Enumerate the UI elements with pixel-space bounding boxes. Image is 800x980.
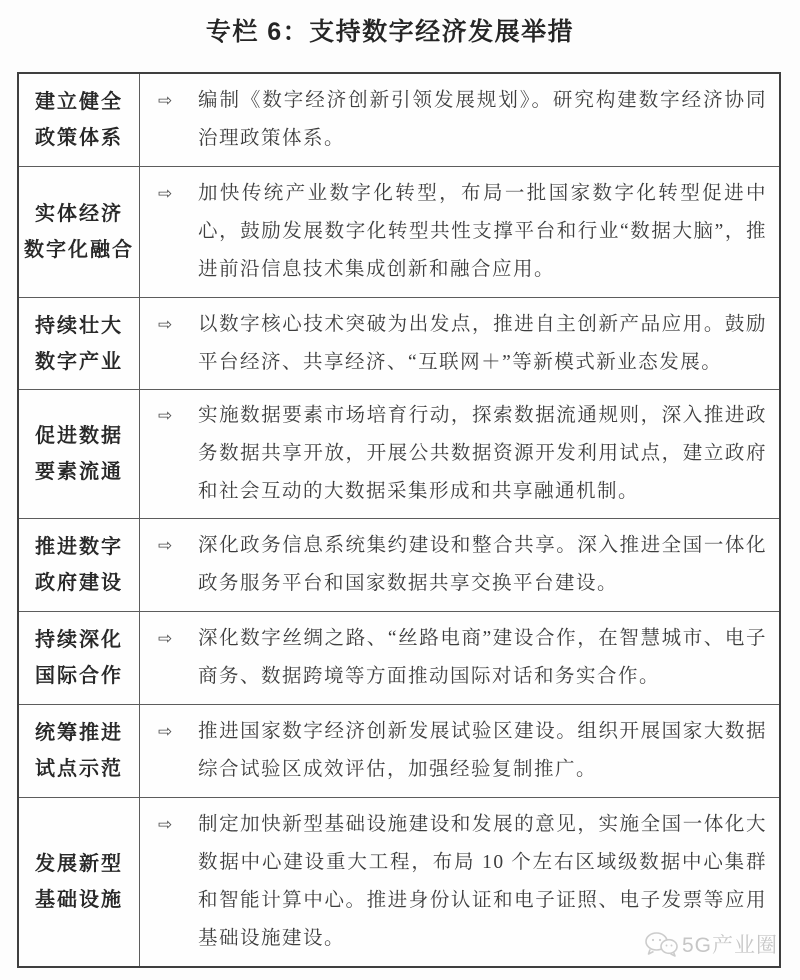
- measure-text: 以数字核心技术突破为出发点，推进自主创新产品应用。鼓励平台经济、共享经济、“互联网＋”等新模式新业态发展。: [198, 313, 767, 373]
- arrow-bullet-icon: ⇨: [158, 314, 173, 335]
- measure-text: 实施数据要素市场培育行动，探索数据流通规则，深入推进政务数据共享开放，开展公共数据资源开发利用试点，建立政府和社会互动的大数据采集形成和共享融通机制。: [198, 405, 767, 502]
- arrow-bullet-icon: ⇨: [158, 536, 173, 556]
- measure-text: 深化数字丝绸之路、“丝路电商”建设合作，在智慧城市、电子商务、数据跨境等方面推动国际对话和务实合作。: [198, 628, 767, 687]
- content-cell: [140, 390, 779, 518]
- category-cell: [19, 298, 140, 389]
- watermark: [644, 929, 778, 959]
- category-cell: [19, 705, 140, 797]
- arrow-bullet-icon: ⇨: [158, 629, 173, 649]
- arrow-bullet-icon: ⇨: [158, 406, 173, 426]
- category-label: 试点示范: [35, 758, 123, 780]
- measure-text: 制定加快新型基础设施建设和发展的意见，实施全国一体化大数据中心建设重大工程，布局 10 个左右区域级数据中心集群和智能计算中心。推进身份认证和电子证照、电子发票等应用基础设施建设。: [198, 814, 767, 949]
- category-label: 基础设施: [35, 889, 123, 911]
- category-label: 政府建设: [35, 572, 123, 594]
- table-row: [19, 704, 779, 797]
- category-label: 发展新型: [35, 853, 123, 875]
- category-cell: [19, 74, 140, 166]
- category-label: 国际合作: [35, 665, 123, 687]
- content-cell: [140, 519, 779, 611]
- measures-table: [17, 72, 781, 968]
- measure-text: 加快传统产业数字化转型，布局一批国家数字化转型促进中心，鼓励发展数字化转型共性支撑平台和行业“数据大脑”，推进前沿信息技术集成创新和融合应用。: [198, 183, 767, 280]
- arrow-bullet-icon: ⇨: [158, 815, 173, 835]
- category-cell: [19, 612, 140, 704]
- category-label: 实体经济: [35, 203, 123, 225]
- watermark-label: 5G产业圈: [681, 934, 778, 957]
- measure-text: 深化政务信息系统集约建设和整合共享。深入推进全国一体化政务服务平台和国家数据共享交换平台建设。: [198, 535, 767, 594]
- arrow-bullet-icon: ⇨: [158, 91, 173, 111]
- content-cell: [140, 298, 779, 389]
- content-cell: [140, 705, 779, 797]
- content-cell: [140, 74, 779, 166]
- category-label: 持续深化: [35, 629, 123, 651]
- content-cell: [140, 167, 779, 297]
- content-cell: [140, 612, 779, 704]
- category-label: 数字化融合: [24, 239, 134, 261]
- page-title: 专栏 6：支持数字经济发展举措: [205, 18, 575, 46]
- measure-text: 编制《数字经济创新引领发展规划》。研究构建数字经济协同治理政策体系。: [198, 90, 767, 149]
- category-label: 政策体系: [35, 127, 123, 149]
- category-cell: [19, 167, 140, 297]
- category-cell: [19, 798, 140, 966]
- measure-text: 推进国家数字经济创新发展试验区建设。组织开展国家大数据综合试验区成效评估，加强经验复制推广。: [198, 721, 767, 780]
- table-row: [19, 74, 779, 166]
- arrow-bullet-icon: ⇨: [158, 184, 173, 204]
- category-label: 统筹推进: [35, 722, 123, 744]
- wechat-logo-icon: [644, 931, 678, 957]
- category-label: 要素流通: [35, 461, 123, 483]
- category-label: 促进数据: [35, 425, 123, 447]
- category-label: 建立健全: [35, 91, 123, 113]
- category-label: 持续壮大: [35, 314, 123, 337]
- table-row: [19, 166, 779, 297]
- category-label: 推进数字: [35, 536, 123, 558]
- table-row: [19, 297, 779, 389]
- category-label: 数字产业: [35, 350, 123, 373]
- table-row: [19, 389, 779, 518]
- category-cell: [19, 390, 140, 518]
- table-row: [19, 518, 779, 611]
- table-row: [19, 611, 779, 704]
- category-cell: [19, 519, 140, 611]
- arrow-bullet-icon: ⇨: [158, 722, 173, 742]
